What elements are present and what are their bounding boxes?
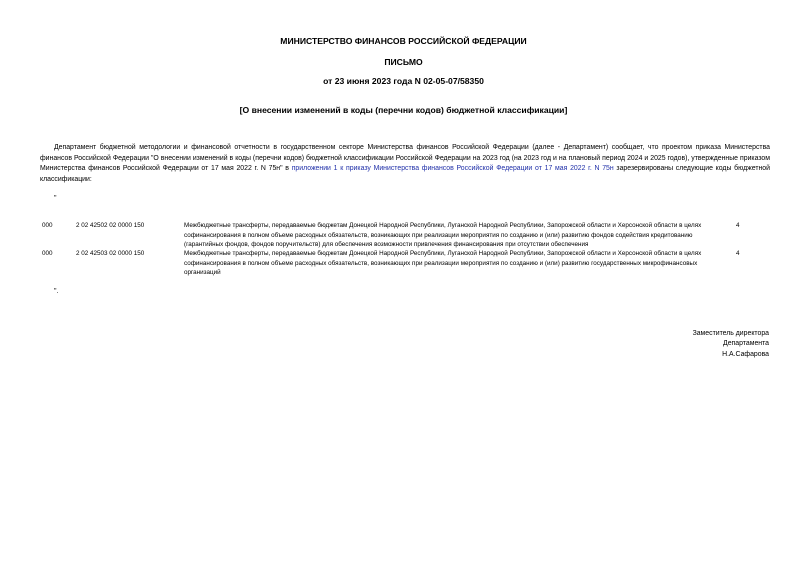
admin-code-cell: 000 xyxy=(42,222,53,229)
body-paragraph xyxy=(40,143,770,185)
appendix-link[interactable]: приложении 1 к приказу Министерства финансов Российской Федерации от 17 мая 2022 г. N 75н xyxy=(291,165,614,172)
letter-subject-heading: [О внесении изменений в коды (перечни кодов) бюджетной классификации] xyxy=(239,105,568,115)
admin-code-cell: 000 xyxy=(42,250,53,257)
signer-position: Заместитель директора xyxy=(692,330,769,337)
description-cell: Межбюджетные трансферты, передаваемые бюджетам Донецкой Народной Республики, Луганской Народной Республики, Запорожской области и Херсонской области в целях софинансирования в полном объеме расходных обязательств, возникающих при реализации мероприятия по созданию и (или) развитию государственных микрофинансовых организаций xyxy=(184,250,702,276)
signature-block xyxy=(693,329,769,360)
classification-code-cell: 2 02 42502 02 0000 150 xyxy=(76,222,145,229)
opening-quote-mark: " xyxy=(54,195,57,202)
letter-type-heading: ПИСЬМО xyxy=(384,57,423,67)
closing-quote-mark: ". xyxy=(54,288,59,295)
body-text-after-link: зарезервированы следующие коды бюджетной классификации: xyxy=(40,165,770,183)
classification-code-cell: 2 02 42503 02 0000 150 xyxy=(76,250,145,257)
letter-date-heading: от 23 июня 2023 года N 02-05-07/58350 xyxy=(323,76,484,86)
value-cell: 4 xyxy=(736,250,740,257)
value-cell: 4 xyxy=(736,222,740,229)
body-text-before-link: Департамент бюджетной методологии и финансовой отчетности в государственном секторе Министерства финансов Российской Федерации (далее - Департамент) сообщает, что проектом приказа Министерства финансов Российской Федерации "О внесении изменений в коды (перечни кодов) бюджетной классификации Российской Федерации на 2023 год (на 2023 год и на плановый период 2024 и 2025 годов), утвержденные приказом Министерства финансов Российской Федерации от 17 мая 2022 г. N 75н" в xyxy=(40,144,770,172)
ministry-heading: МИНИСТЕРСТВО ФИНАНСОВ РОССИЙСКОЙ ФЕДЕРАЦИИ xyxy=(280,36,527,46)
signer-name: Н.А.Сафарова xyxy=(722,350,769,358)
signer-department: Департамента xyxy=(723,340,769,348)
description-cell: Межбюджетные трансферты, передаваемые бюджетам Донецкой Народной Республики, Луганской Народной Республики, Запорожской области и Херсонской области в целях софинансирования в полном объеме расходных обязательств, возникающих при реализации мероприятия по созданию и (или) развитию фондов содействия кредитованию (гарантийных фондов, фондов поручительств) для обеспечения возможности привлечения финансирования при отсутствии обеспечения xyxy=(184,222,702,248)
